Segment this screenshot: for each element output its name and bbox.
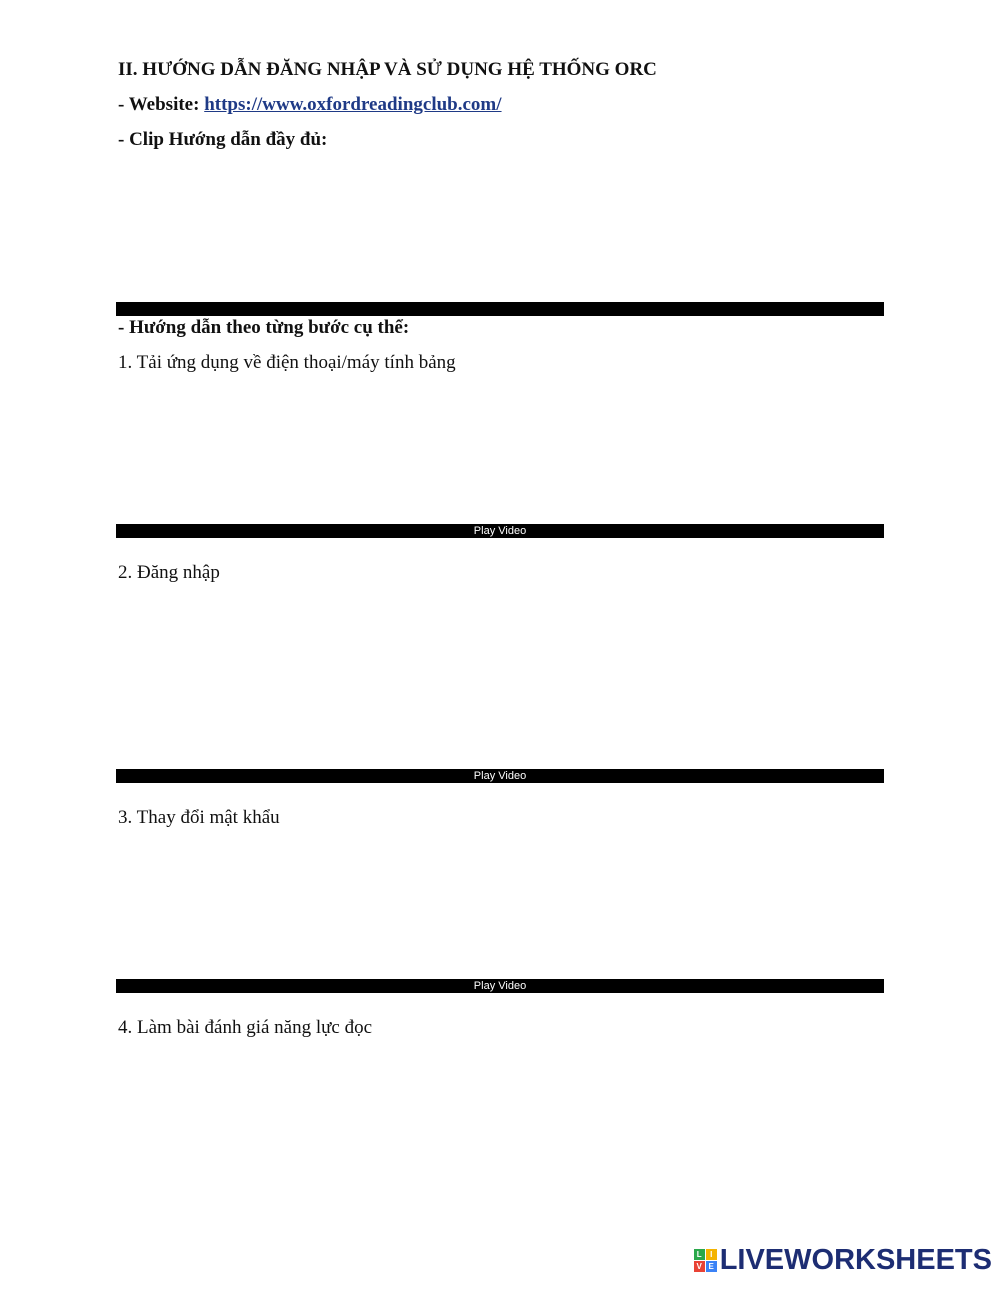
clip-label: - Clip Hướng dẫn đầy đủ: xyxy=(118,129,328,150)
play-video-label: Play Video xyxy=(473,979,527,992)
liveworksheets-logo xyxy=(694,1245,992,1275)
logo-cube: E xyxy=(706,1261,717,1272)
step-2-play-video-button[interactable] xyxy=(116,769,884,783)
logo-cubes-icon xyxy=(694,1249,717,1272)
logo-cube: I xyxy=(706,1249,717,1260)
play-video-label: Play Video xyxy=(473,524,527,537)
website-line xyxy=(118,93,502,117)
website-label: - Website: xyxy=(118,94,200,115)
logo-text: LIVEWORKSHEETS xyxy=(719,1244,992,1276)
full-guide-video-bar[interactable] xyxy=(116,302,884,316)
website-link[interactable]: https://www.oxfordreadingclub.com/ xyxy=(204,94,502,115)
section-heading: II. HƯỚNG DẪN ĐĂNG NHẬP VÀ SỬ DỤNG HỆ THỐNG ORC xyxy=(118,59,657,80)
step-1-title: 1. Tải ứng dụng về điện thoại/máy tính bảng xyxy=(118,352,456,373)
step-1-play-video-button[interactable] xyxy=(116,524,884,538)
logo-cube: L xyxy=(694,1249,705,1260)
step-3-title: 3. Thay đổi mật khẩu xyxy=(118,807,280,828)
step-2-title: 2. Đăng nhập xyxy=(118,562,220,583)
play-video-label: Play Video xyxy=(473,769,527,782)
steps-intro: - Hướng dẫn theo từng bước cụ thể: xyxy=(118,317,410,338)
step-4-title: 4. Làm bài đánh giá năng lực đọc xyxy=(118,1017,373,1038)
logo-cube: V xyxy=(694,1261,705,1272)
step-3-play-video-button[interactable] xyxy=(116,979,884,993)
